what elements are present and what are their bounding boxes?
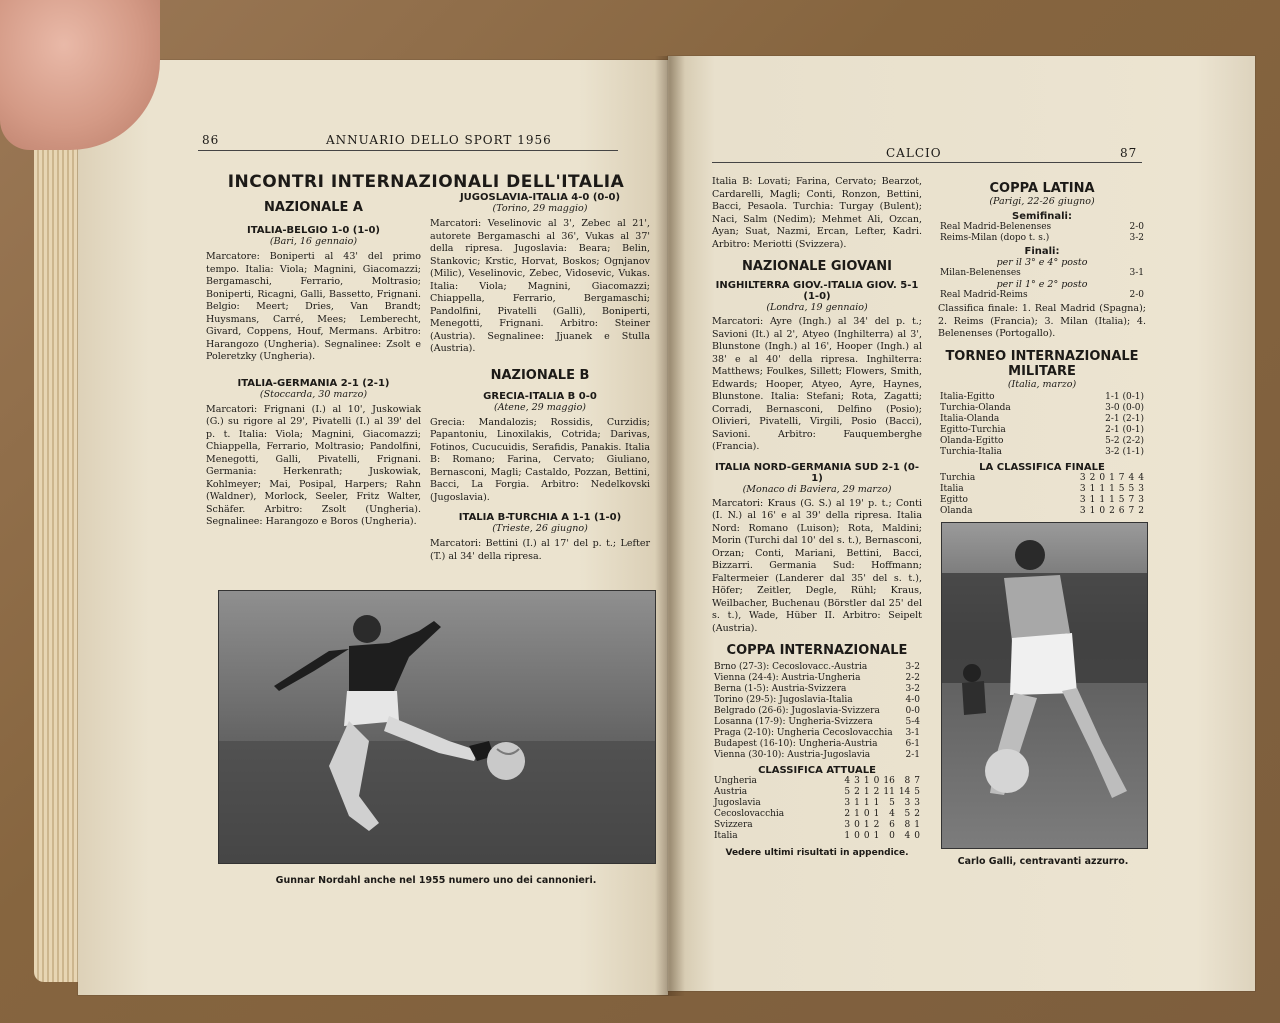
standing-value: 5 (1118, 483, 1125, 494)
standing-team: Austria (714, 787, 748, 797)
result-score: 3-2 (1129, 233, 1144, 243)
result-match: Vienna (30-10): Austria-Jugoslavia (714, 750, 871, 760)
match-subtitle: (Torino, 29 maggio) (492, 203, 588, 214)
standing-value: 0 (914, 831, 920, 841)
standing-value: 6 (889, 820, 895, 830)
finale-3rd-table (938, 268, 1146, 279)
match-report: Marcatori: Veselinovic al 3', Zebec al 21', autorete Bergamaschi al 36', Vukas al 37' della ripresa. Jugoslavia: Beara; Belin, Stankovic; Krstic, Horvat, Boskos; Ognjanov (Milic), Veselinovic, Zebec, Vidosevic, Vukas. Italia: Viola; Magnini, Giacomazzi; Chiappella, Ferrario, Bergamaschi; Pandolfini, Pivatelli (Galli), Boniperti, Menegotti, Frignani. Arbitro: Steiner (Austria). Segnalinee: Jjuanek e Stulla (Austria). (430, 218, 650, 354)
finale-1st-table (938, 290, 1146, 301)
result-row (938, 436, 1146, 447)
standing-value: 1 (1099, 494, 1106, 505)
standing-team: Egitto (940, 494, 968, 505)
footnote: Vedere ultimi risultati in appendice. (725, 848, 909, 858)
result-match: Italia-Egitto (940, 391, 995, 402)
standing-value: 0 (854, 831, 860, 841)
photo-galli (941, 522, 1148, 849)
match-report: Marcatori: Bettini (I.) al 17' del p. t.; Lefter (T.) al 34' della ripresa. (430, 538, 650, 562)
standing-value: 1 (863, 787, 870, 797)
result-row (938, 414, 1146, 425)
standing-value: 3 (844, 798, 851, 808)
result-row (712, 750, 922, 761)
result-score: 3-0 (0-0) (1105, 402, 1144, 413)
result-score: 3-1 (1129, 268, 1144, 278)
standing-value: 0 (1099, 472, 1106, 483)
standing-team: Olanda (940, 505, 973, 516)
coppa-latina-subtitle: (Parigi, 22-26 giugno) (989, 196, 1095, 207)
standing-value: 7 (914, 776, 920, 786)
standing-value: 2 (873, 820, 880, 830)
result-row (712, 739, 922, 750)
match-subtitle: (Atene, 29 maggio) (493, 401, 587, 413)
result-score: 2-2 (905, 673, 920, 683)
match-subtitle: (Monaco di Baviera, 29 marzo) (742, 483, 892, 495)
section-nazionale-b: NAZIONALE B (490, 367, 590, 383)
standing-value: 1 (873, 831, 880, 841)
standing-value: 5 (1128, 483, 1135, 494)
result-score: 5-2 (2-2) (1105, 435, 1144, 446)
result-score: 3-2 (905, 662, 920, 672)
section-coppa-latina: COPPA LATINA (989, 181, 1095, 196)
standing-value: 5 (904, 809, 911, 819)
finali-label: Finali: (1024, 246, 1060, 257)
result-score: 2-1 (0-1) (1105, 424, 1144, 435)
standing-team: Cecoslovacchia (714, 809, 785, 819)
standing-row (712, 809, 922, 820)
standing-value: 3 (1079, 483, 1086, 494)
finali-1st-place-label: per il 1° e 2° posto (996, 279, 1088, 290)
right-page (668, 56, 1255, 991)
standing-value: 1 (1109, 472, 1115, 483)
standing-value: 14 (898, 787, 911, 797)
right-page-number: 87 (1120, 146, 1138, 160)
result-match: Belgrado (26-6): Jugoslavia-Svizzera (714, 706, 880, 716)
standing-value: 16 (883, 776, 895, 786)
result-score: 3-2 (1-1) (1105, 446, 1144, 457)
standing-value: 1 (1089, 494, 1096, 505)
standing-row (712, 798, 922, 809)
result-match: Reims-Milan (dopo t. s.) (940, 233, 1050, 243)
standing-value: 1 (1099, 483, 1106, 494)
result-match: Turchia-Olanda (940, 402, 1011, 413)
semifinali-table (938, 222, 1146, 244)
football-player-photo (942, 523, 1147, 848)
section-nazionale-giovani: NAZIONALE GIOVANI (741, 259, 893, 274)
result-score: 3-2 (905, 684, 920, 694)
right-column-1 (712, 176, 922, 858)
standing-value: 2 (914, 809, 920, 819)
standing-row (938, 473, 1146, 484)
standing-value: 4 (1128, 472, 1135, 483)
result-score: 2-1 (905, 750, 920, 760)
result-row (938, 447, 1146, 458)
match-title: GRECIA-ITALIA B 0-0 (483, 390, 597, 402)
standing-row (938, 495, 1146, 506)
left-running-head: ANNUARIO DELLO SPORT 1956 (326, 133, 552, 147)
standing-value: 3 (1138, 483, 1144, 494)
standing-row (938, 484, 1146, 495)
standing-value: 1 (1109, 483, 1115, 494)
standing-value: 3 (1079, 494, 1086, 505)
standing-value: 2 (1089, 472, 1096, 483)
standing-value: 1 (854, 798, 860, 808)
match-title: INGHILTERRA GIOV.-ITALIA GIOV. 5-1 (1-0) (715, 280, 919, 302)
left-column-2 (430, 192, 650, 563)
match-title: JUGOSLAVIA-ITALIA 4-0 (0-0) (459, 192, 621, 203)
result-match: Egitto-Turchia (940, 424, 1006, 435)
photo-nordahl (218, 590, 656, 864)
classifica-attuale-table (712, 776, 922, 842)
standing-value: 5 (844, 787, 851, 797)
result-match: Olanda-Egitto (940, 435, 1004, 446)
standing-value: 5 (1118, 494, 1125, 505)
result-row (712, 717, 922, 728)
match-title: ITALIA B-TURCHIA A 1-1 (1-0) (458, 512, 622, 523)
result-row (938, 222, 1146, 233)
coppa-results-table (712, 662, 922, 761)
result-match: Losanna (17-9): Ungheria-Svizzera (714, 717, 873, 727)
result-row (712, 684, 922, 695)
match-report: Marcatori: Frignani (I.) al 10', Juskowiak (G.) su rigore al 29', Pivatelli (I.) al 39' del p. t. Italia: Viola; Magnini, Giacomazzi; Chiappella, Ferrario, Moltrasio; Pandolfini, Menegotti, Galli, Pivatelli, Frignani. Germania: Herkenrath; Juskowiak, Kohlmeyer; Mai, Posipal, Harpers; Rahn (Waldner), Morlock, Seeler, Fritz Walter, Schäfer. Arbitro: Zsolt (Ungheria). Segnalinee: Harangozo e Boros (Ungheria). (206, 403, 421, 527)
standing-row (938, 506, 1146, 517)
match-subtitle: (Bari, 16 gennaio) (269, 236, 358, 247)
standing-value: 5 (914, 787, 920, 797)
result-match: Vienna (24-4): Austria-Ungheria (714, 673, 861, 683)
result-row (938, 290, 1146, 301)
standing-value: 8 (904, 776, 911, 786)
standing-value: 2 (873, 787, 880, 797)
standing-value: 1 (1109, 494, 1115, 505)
left-page-number: 86 (202, 133, 220, 147)
result-match: Budapest (16-10): Ungheria-Austria (714, 739, 878, 749)
match-report: Marcatori: Kraus (G. S.) al 19' p. t.; Conti (I. N.) al 16' e al 39' della ripresa. Italia Nord: Romano (Luison); Rota, Maldini; Morin (Turchi dal 10' del s. t.), Bernasconi, Orzan; Conti, Mariani, Bettini, Bacci, Bizzarri. Germania Sud: Hoffmann; Faltermeier (Landerer dal 35' del s. t.), Höfer; Zeitler, Degle, Rühl; Kraus, Weilbacher, Buchenau (Börstler dal 25' del s. t.), Wade, Hüber II. Arbitro: Seipelt (Austria). (712, 497, 922, 634)
match-title: ITALIA-BELGIO 1-0 (1-0) (247, 225, 380, 236)
standing-value: 0 (863, 831, 870, 841)
result-match: Milan-Belenenses (940, 268, 1021, 278)
result-score: 4-0 (905, 695, 920, 705)
standing-value: 4 (904, 831, 911, 841)
standing-team: Ungheria (714, 776, 757, 786)
result-row (938, 392, 1146, 403)
right-running-head: CALCIO (886, 146, 942, 160)
match-report: Marcatori: Ayre (Ingh.) al 34' del p. t.; Savioni (It.) al 2', Atyeo (Inghilterra) al 3', Blunstone (Ingh.) al 16', Hooper (Ingh.) al 38' e al 40' della ripresa. Inghilterra: Matthews; Foulkes, Sillett; Flowers, Smith, Edwards; Hooper, Atyeo, Ayre, Haynes, Blunstone. Italia: Stefani; Rota, Zagatti; Corradi, Bernasconi, Delfino (Posio); Olivieri, Pivatelli, Virgili, Posio (Bacci), Savioni. Arbitro: Fauquemberghe (Francia). (712, 316, 922, 452)
standing-team: Svizzera (714, 820, 753, 830)
standing-value: 1 (863, 776, 870, 786)
football-player-photo (219, 591, 655, 863)
standing-value: 0 (873, 776, 880, 786)
match-report: Marcatore: Boniperti al 43' del primo tempo. Italia: Viola; Magnini, Giacomazzi; Bergamaschi, Ferrario, Moltrasio; Boniperti, Ricagni, Galli, Bassetto, Frignani. Belgio: Meert; Dries, Van Brandt; Huysmans, Carré, Mees; Lemberecht, Givard, Coppens, Houf, Mermans. Arbitro: Harangozo (Ungheria). Segnalinee: Zsolt e Poleretzky (Ungheria). (206, 251, 421, 362)
classifica-finale-table (938, 473, 1146, 517)
result-score: 3-1 (905, 728, 920, 738)
standing-team: Italia (940, 483, 964, 494)
militare-results-table (938, 392, 1146, 458)
standing-value: 3 (844, 820, 851, 830)
standing-value: 4 (844, 776, 851, 786)
photo-caption: Gunnar Nordahl anche nel 1955 numero uno dei cannonieri. (275, 875, 597, 886)
standing-value: 0 (889, 831, 895, 841)
match-subtitle: (Londra, 19 gennaio) (766, 302, 868, 313)
result-score: 2-0 (1129, 222, 1144, 232)
result-match: Brno (27-3): Cecoslovacc.-Austria (714, 662, 868, 672)
standing-value: 1 (854, 809, 860, 819)
standing-value: 3 (854, 776, 860, 786)
standing-value: 7 (1128, 494, 1135, 505)
result-score: 1-1 (0-1) (1105, 391, 1144, 402)
book-gutter (655, 56, 685, 996)
result-match: Real Madrid-Belenenses (940, 222, 1052, 232)
result-match: Turchia-Italia (940, 446, 1002, 457)
result-match: Real Madrid-Reims (940, 290, 1028, 300)
result-row (712, 706, 922, 717)
standing-value: 7 (1128, 505, 1135, 516)
standing-value: 4 (1138, 472, 1144, 483)
result-match: Torino (29-5): Jugoslavia-Italia (714, 695, 853, 705)
section-nazionale-a: NAZIONALE A (264, 200, 363, 215)
result-row (938, 233, 1146, 244)
photo-caption: Carlo Galli, centravanti azzurro. (957, 856, 1129, 867)
standing-row (712, 776, 922, 787)
militare-subtitle: (Italia, marzo) (1007, 378, 1077, 390)
result-match: Berna (1-5): Austria-Svizzera (714, 684, 847, 694)
standing-team: Jugoslavia (714, 798, 761, 808)
standing-row (712, 787, 922, 798)
standing-value: 0 (863, 809, 870, 819)
standing-value: 1 (863, 798, 870, 808)
standing-team: Italia (714, 831, 738, 841)
left-page (78, 60, 668, 995)
standing-value: 7 (1118, 472, 1125, 483)
standing-value: 3 (904, 798, 911, 808)
match-title: ITALIA-GERMANIA 2-1 (2-1) (237, 377, 390, 389)
result-row (712, 728, 922, 739)
standing-value: 1 (873, 809, 880, 819)
match-report: Grecia: Mandalozis; Rossidis, Curzidis; Papantoniu, Linoxilakis, Cotrida; Darivas, Fotinos, Cucucuidis, Serafidis, Panakis. Italia B: Romano; Farina, Cervato; Giuliano, Bernasconi, Magli; Castaldo, Pozzan, Bettini, Bacci, La Forgia. Arbitro: Nedelkovski (Jugoslavia). (430, 416, 650, 503)
standing-value: 1 (863, 820, 870, 830)
standing-value: 6 (1118, 505, 1125, 516)
right-column-2 (938, 181, 1146, 517)
finali-3rd-place-label: per il 3° e 4° posto (996, 257, 1088, 268)
standing-team: Turchia (940, 472, 976, 483)
result-match: Praga (2-10): Ungheria Cecoslovacchia (714, 728, 893, 738)
standing-value: 3 (1079, 472, 1086, 483)
result-score: 0-0 (905, 706, 920, 716)
standing-value: 1 (844, 831, 851, 841)
result-row (712, 662, 922, 673)
standing-value: 2 (1138, 505, 1144, 516)
result-match: Italia-Olanda (940, 413, 1000, 424)
standing-value: 2 (844, 809, 851, 819)
standing-value: 0 (1099, 505, 1106, 516)
section-torneo-militare: TORNEO INTERNAZIONALE MILITARE (945, 348, 1139, 379)
standing-row (712, 831, 922, 842)
classifica-finale-title: LA CLASSIFICA FINALE (979, 461, 1105, 473)
standing-value: 3 (1079, 505, 1086, 516)
result-row (938, 425, 1146, 436)
classifica-finale-text: Classifica finale: 1. Real Madrid (Spagna); 2. Reims (Francia); 3. Milan (Italia); 4. Belenenses (Portogallo). (938, 303, 1146, 339)
result-row (938, 268, 1146, 279)
standing-value: 2 (1109, 505, 1115, 516)
result-score: 2-0 (1129, 290, 1144, 300)
standing-value: 8 (904, 820, 911, 830)
standing-value: 1 (1089, 505, 1096, 516)
left-column-1 (206, 200, 421, 529)
match-subtitle: (Trieste, 26 giugno) (492, 523, 588, 534)
result-row (938, 403, 1146, 414)
result-score: 2-1 (2-1) (1105, 413, 1144, 424)
standing-value: 3 (914, 798, 920, 808)
match-report-continued: Italia B: Lovati; Farina, Cervato; Bearzot, Cardarelli, Magli; Conti, Ronzon, Bettini, Bacci, Pesaola. Turchia: Turgay (Bulent); Naci, Salm (Nedim); Mehmet Ali, Ozcan, Ayan; Suat, Nazmi, Ercan, Lefter, Kadri. Arbitro: Meriotti (Svizzera). (712, 176, 922, 250)
standing-value: 0 (854, 820, 860, 830)
standing-value: 3 (1138, 494, 1144, 505)
result-score: 5-4 (905, 717, 920, 727)
standing-row (712, 820, 922, 831)
result-row (712, 673, 922, 684)
match-title: ITALIA NORD-GERMANIA SUD 2-1 (0-1) (714, 461, 920, 484)
standing-value: 2 (854, 787, 860, 797)
page-title: INCONTRI INTERNAZIONALI DELL'ITALIA (227, 172, 625, 192)
match-subtitle: (Stoccarda, 30 marzo) (259, 388, 368, 400)
classifica-attuale-title: CLASSIFICA ATTUALE (758, 765, 876, 776)
standing-value: 5 (889, 798, 895, 808)
standing-value: 1 (1089, 483, 1096, 494)
standing-value: 1 (914, 820, 920, 830)
result-row (712, 695, 922, 706)
result-score: 6-1 (905, 739, 920, 749)
section-coppa-internazionale: COPPA INTERNAZIONALE (726, 643, 908, 658)
standing-value: 1 (873, 798, 880, 808)
standing-value: 4 (889, 809, 895, 819)
semifinali-label: Semifinali: (1012, 211, 1072, 222)
standing-value: 11 (883, 787, 895, 797)
